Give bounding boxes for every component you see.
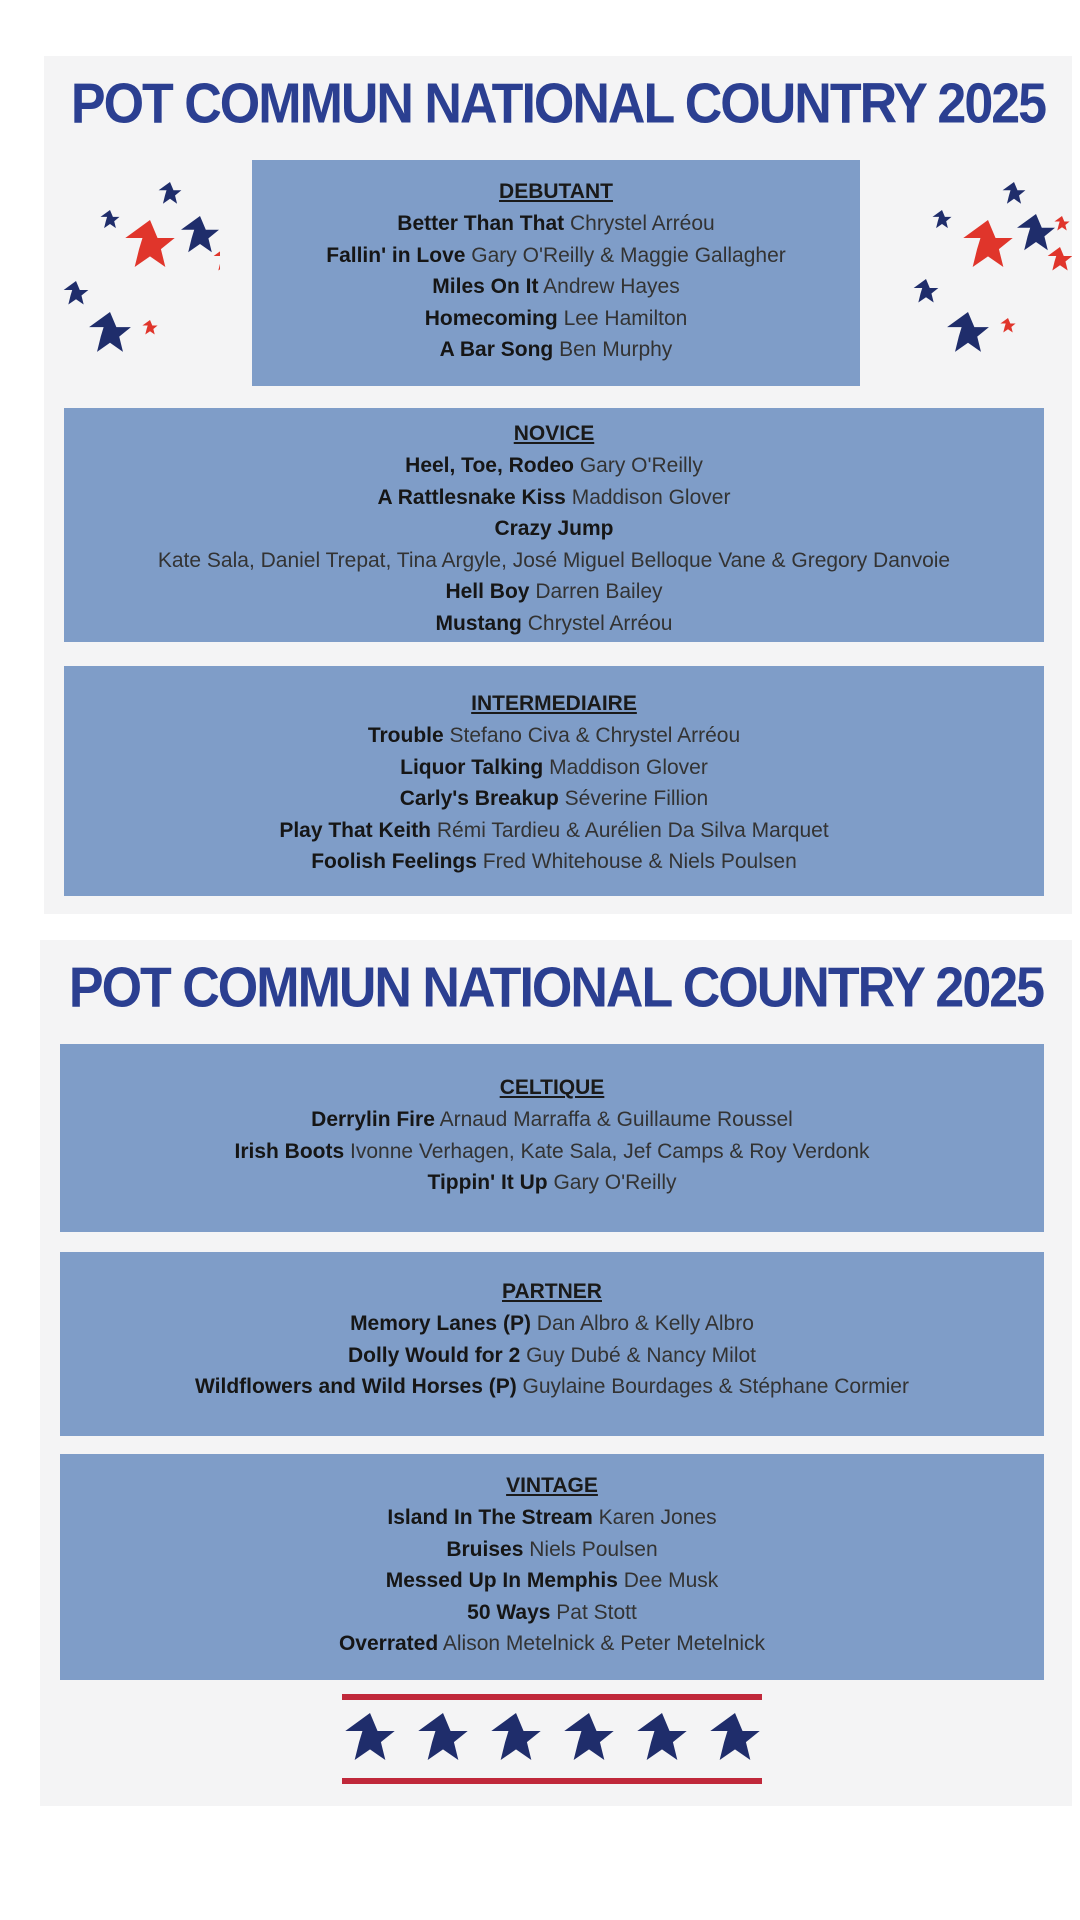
section-heading: VINTAGE: [506, 1474, 598, 1497]
entry-line: [60, 1371, 1044, 1403]
entry-line: [60, 1502, 1044, 1534]
song-title: Foolish Feelings: [311, 850, 477, 873]
song-title: A Bar Song: [439, 338, 554, 361]
entry-line: [252, 208, 860, 240]
entry-line: [252, 240, 860, 272]
song-title: Irish Boots: [234, 1139, 345, 1163]
entry-line: [64, 545, 1044, 577]
section-intermediaire: [64, 666, 1044, 896]
section-heading: DEBUTANT: [499, 180, 613, 203]
song-title: Derrylin Fire: [311, 1108, 435, 1131]
choreographer: Gary O'Reilly: [553, 1171, 677, 1194]
entry-line: [64, 846, 1044, 878]
section-heading: INTERMEDIAIRE: [471, 692, 637, 715]
song-title: Trouble: [367, 724, 444, 747]
star-cluster-icon: [50, 176, 220, 366]
song-title: Fallin' in Love: [326, 243, 466, 267]
choreographer: Guylaine Bourdages & Stéphane Cormier: [522, 1375, 909, 1398]
song-title: Tippin' It Up: [427, 1171, 548, 1194]
choreographer: Lee Hamilton: [563, 306, 688, 330]
entry-line: [64, 752, 1044, 784]
section-celtique: [60, 1044, 1044, 1232]
choreographer: Pat Stott: [556, 1600, 637, 1624]
choreographer: Alison Metelnick & Peter Metelnick: [442, 1632, 766, 1655]
song-title: Liquor Talking: [400, 755, 544, 779]
choreographer: Stefano Civa & Chrystel Arréou: [449, 724, 741, 747]
section-vintage: [60, 1454, 1044, 1680]
section-novice: [64, 408, 1044, 642]
entry-line: [60, 1534, 1044, 1566]
section-heading: NOVICE: [513, 422, 595, 445]
song-title: Dolly Would for 2: [347, 1343, 521, 1367]
entry-line: [64, 576, 1044, 608]
song-title: Heel, Toe, Rodeo: [405, 454, 574, 477]
choreographer: Maddison Glover: [549, 755, 708, 779]
choreographer: Séverine Fillion: [564, 787, 709, 810]
choreographer: Karen Jones: [598, 1506, 717, 1529]
choreographer: Darren Bailey: [535, 580, 663, 603]
song-title: Overrated: [338, 1632, 439, 1655]
section-heading: CELTIQUE: [499, 1076, 605, 1099]
entry-line: [60, 1565, 1044, 1597]
song-title: Play That Keith: [279, 818, 432, 842]
section-debutant: [252, 160, 860, 386]
poster-card-2: [40, 940, 1072, 1806]
choreographer: Rémi Tardieu & Aurélien Da Silva Marquet: [436, 818, 829, 842]
star-cluster-icon: [896, 176, 1072, 366]
entry-line: [60, 1308, 1044, 1340]
entry-line: [60, 1628, 1044, 1660]
entry-line: [60, 1167, 1044, 1199]
entry-line: [64, 720, 1044, 752]
choreographer: Arnaud Marraffa & Guillaume Roussel: [439, 1108, 793, 1131]
choreographer: Andrew Hayes: [543, 275, 680, 298]
section-heading: PARTNER: [502, 1280, 602, 1303]
choreographer: Fred Whitehouse & Niels Poulsen: [482, 850, 797, 873]
poster-card-1: [44, 56, 1072, 914]
entry-line: [60, 1104, 1044, 1136]
song-title: A Rattlesnake Kiss: [377, 485, 566, 509]
song-title: Mustang: [435, 611, 522, 635]
song-title: Crazy Jump: [494, 517, 614, 540]
entry-line: [60, 1597, 1044, 1629]
song-title: Bruises: [446, 1537, 524, 1561]
entry-line: [60, 1136, 1044, 1168]
entry-line: [252, 303, 860, 335]
song-title: Carly's Breakup: [399, 787, 559, 810]
choreographer: Maddison Glover: [571, 485, 731, 509]
song-title: Island In The Stream: [387, 1506, 593, 1529]
choreographer: Niels Poulsen: [529, 1537, 658, 1561]
song-title: Messed Up In Memphis: [385, 1569, 618, 1592]
entry-line: [60, 1340, 1044, 1372]
entry-line: [64, 450, 1044, 482]
choreographer: Dan Albro & Kelly Albro: [536, 1312, 754, 1335]
choreographer: Guy Dubé & Nancy Milot: [526, 1343, 757, 1367]
poster-title: POT COMMUN NATIONAL COUNTRY 2025: [68, 956, 1044, 1020]
entry-line: [64, 783, 1044, 815]
choreographer: Kate Sala, Daniel Trepat, Tina Argyle, José Miguel Belloque Vane & Gregory Danvoie: [157, 548, 951, 572]
entry-line: [64, 815, 1044, 847]
choreographer: Dee Musk: [623, 1569, 719, 1592]
choreographer: Ivonne Verhagen, Kate Sala, Jef Camps & Roy Verdonk: [350, 1139, 870, 1163]
song-title: Wildflowers and Wild Horses (P): [195, 1375, 517, 1398]
entry-line: [64, 608, 1044, 640]
song-title: Better Than That: [397, 212, 565, 235]
choreographer: Chrystel Arréou: [569, 212, 715, 235]
choreographer: Chrystel Arréou: [527, 611, 673, 635]
song-title: Homecoming: [424, 306, 558, 330]
entry-line: [252, 271, 860, 303]
choreographer: Ben Murphy: [559, 338, 673, 361]
song-title: Miles On It: [432, 275, 539, 298]
entry-line: [64, 513, 1044, 545]
poster-title: POT COMMUN NATIONAL COUNTRY 2025: [70, 72, 1046, 136]
entry-line: [252, 334, 860, 366]
entry-line: [64, 482, 1044, 514]
star-row-icon: [342, 1692, 762, 1793]
choreographer: Gary O'Reilly: [579, 454, 703, 477]
section-partner: [60, 1252, 1044, 1436]
song-title: Hell Boy: [445, 580, 530, 603]
song-title: 50 Ways: [467, 1600, 551, 1624]
choreographer: Gary O'Reilly & Maggie Gallagher: [471, 243, 786, 267]
song-title: Memory Lanes (P): [350, 1312, 531, 1335]
